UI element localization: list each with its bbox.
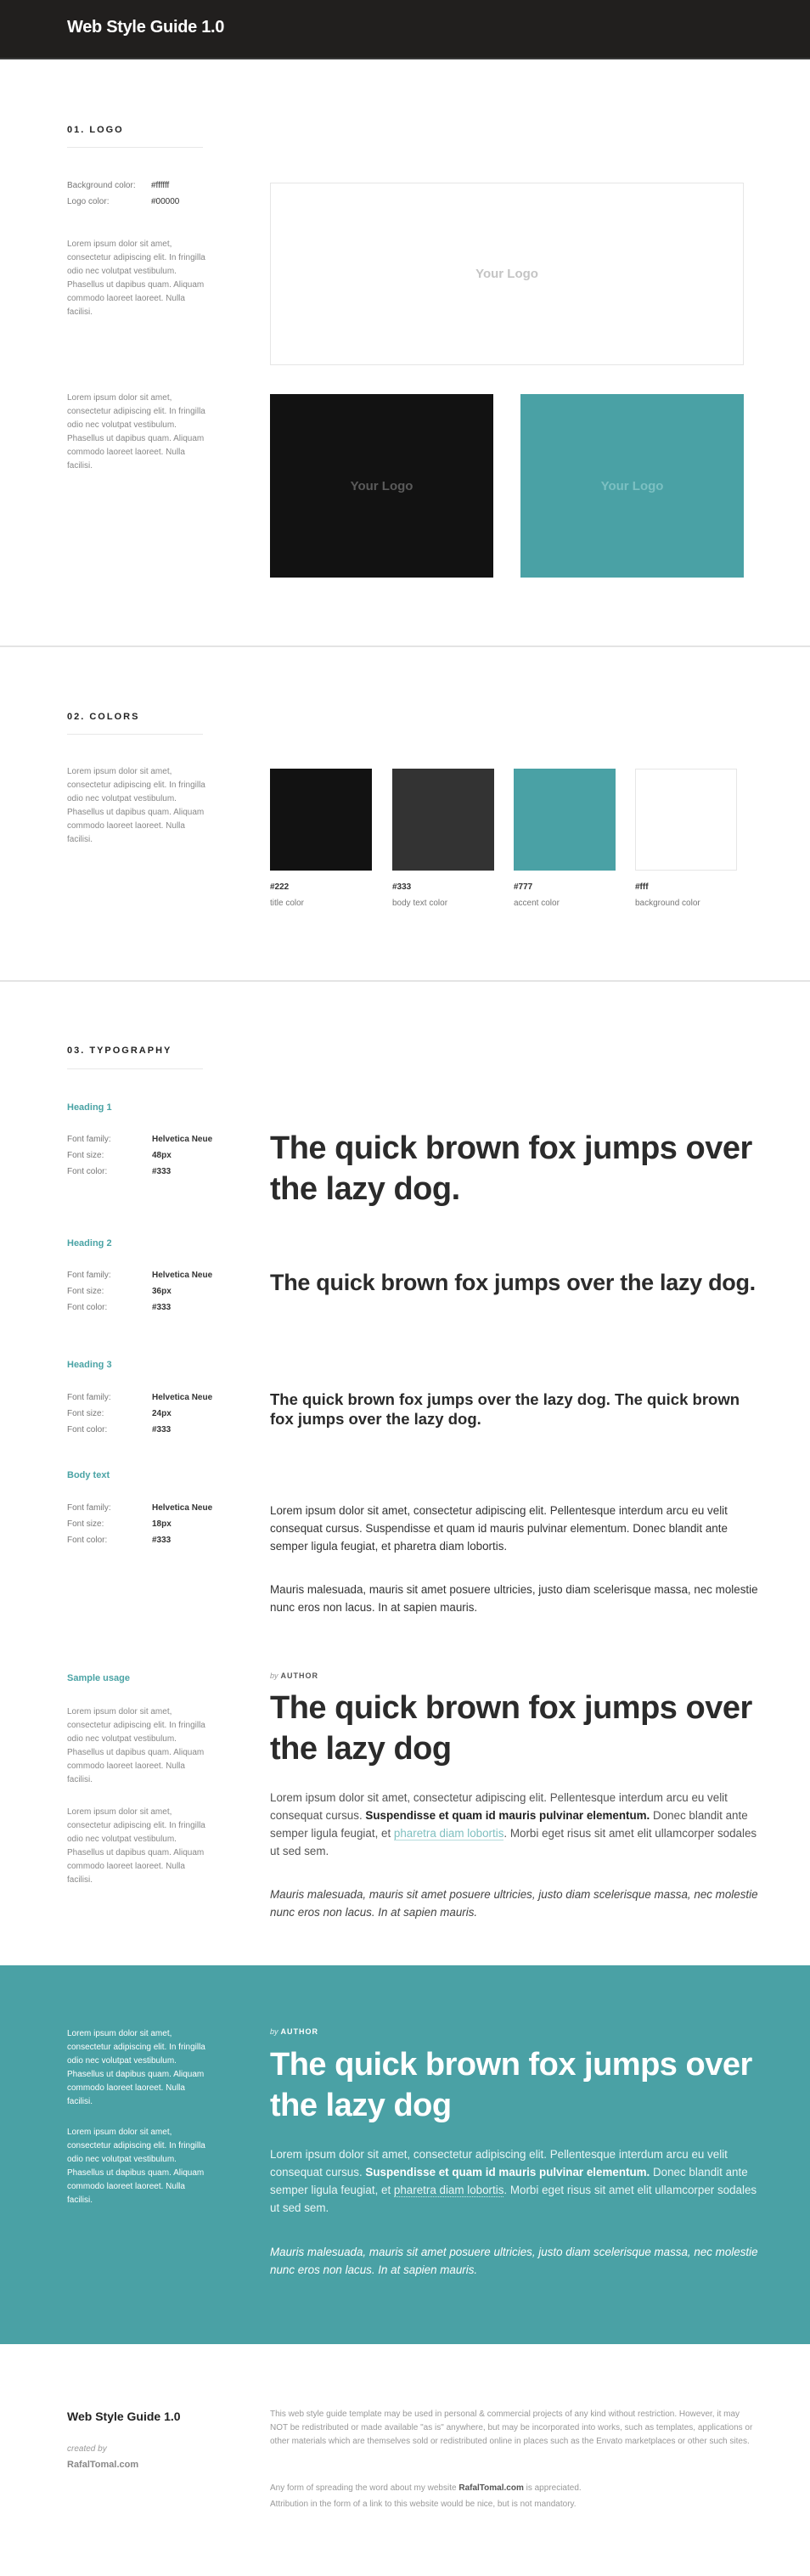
section-title-logo: 01. LOGO [67, 125, 124, 135]
sample-heading: The quick brown fox jumps over the lazy dog [270, 1690, 752, 1767]
footer-attribution: Attribution in the form of a link to this website would be nice, but is not mandatory. [270, 2500, 577, 2509]
logo-placeholder: Your Logo [350, 478, 413, 493]
meta-label: Background color: [67, 181, 136, 190]
colors-description: Lorem ipsum dolor sit amet, consectetur adipiscing elit. In fringilla odio nec volutpat vestibulum. Phasellus ut dapibus quam. Aliquam commodo laoreet laoreet. Nulla facilisi. [67, 767, 205, 844]
swatch-code: #fff [635, 882, 649, 892]
section-divider [0, 980, 810, 982]
paragraph-text: . Morbi eget risus sit amet elit ullamcorper sodales ut sed sem. [270, 2184, 757, 2214]
meta-value: #333 [152, 1425, 172, 1435]
sample-heading: The quick brown fox jumps over the lazy dog [270, 2047, 752, 2123]
accent-sample-band [0, 1965, 810, 2344]
meta-label: Font color: [67, 1536, 108, 1545]
section-rule [67, 734, 203, 735]
meta-value: Helvetica Neue [152, 1503, 213, 1513]
swatch-name: background color [635, 899, 700, 908]
meta-label: Font family: [67, 1135, 111, 1144]
meta-label: Font family: [67, 1393, 111, 1402]
swatch-name: accent color [514, 899, 560, 908]
meta-value: 48px [152, 1151, 172, 1160]
meta-value: Helvetica Neue [152, 1135, 213, 1144]
footer-title: Web Style Guide 1.0 [67, 2410, 181, 2423]
paragraph-text: Lorem ipsum dolor sit amet, consectetur adipiscing elit. Pellentesque interdum arcu eu velit consequat cursus. [270, 1791, 728, 1822]
sample-paragraph [270, 2145, 762, 2217]
meta-value: Helvetica Neue [152, 1393, 213, 1402]
paragraph-bold: Suspendisse et quam id mauris pulvinar elementum. [365, 1809, 650, 1822]
meta-value: #333 [152, 1536, 172, 1545]
meta-label: Font size: [67, 1519, 104, 1529]
byline [270, 1671, 318, 1680]
sample-usage-description: Lorem ipsum dolor sit amet, consectetur adipiscing elit. In fringilla odio nec volutpat vestibulum. Phasellus ut dapibus quam. Aliquam commodo laoreet laoreet. Nulla facilisi. [67, 2029, 205, 2106]
footer-site-mention[interactable]: RafalTomal.com [458, 2483, 524, 2493]
meta-value: 36px [152, 1287, 172, 1296]
swatch-body-text-color [392, 769, 494, 871]
paragraph-bold: Suspendisse et quam id mauris pulvinar elementum. [365, 2166, 650, 2179]
section-rule [67, 147, 203, 148]
section-title-typography: 03. TYPOGRAPHY [67, 1046, 172, 1056]
footer-spread-word [270, 2482, 754, 2495]
site-header [0, 0, 810, 59]
swatch-name: body text color [392, 899, 448, 908]
meta-label: Font family: [67, 1503, 111, 1513]
logo-preview-light [270, 183, 744, 365]
byline [270, 2027, 318, 2036]
footer-site-link[interactable]: RafalTomal.com [67, 2460, 139, 2470]
swatch-code: #222 [270, 882, 290, 892]
byline-prefix: by [270, 2027, 278, 2036]
byline-prefix: by [270, 1671, 278, 1680]
byline-author: AUTHOR [280, 1671, 319, 1680]
sample-usage-description: Lorem ipsum dolor sit amet, consectetur adipiscing elit. In fringilla odio nec volutpat vestibulum. Phasellus ut dapibus quam. Aliquam commodo laoreet laoreet. Nulla facilisi. [67, 1807, 205, 1885]
logo-placeholder: Your Logo [600, 478, 664, 493]
footer-text: is appreciated. [523, 2483, 582, 2493]
heading-2-sample: The quick brown fox jumps over the lazy dog. [270, 1270, 756, 1295]
body-text-sample: Lorem ipsum dolor sit amet, consectetur adipiscing elit. Pellentesque interdum arcu eu velit consequat cursus. Suspendisse et quam id mauris pulvinar elementum. Donec blandit ante semper ligula feugiat, et pharetra diam lobortis. [270, 1504, 728, 1553]
footer-created-by: created by [67, 2444, 107, 2454]
section-rule [67, 1068, 203, 1069]
paragraph-link[interactable]: pharetra diam lobortis [393, 1827, 504, 1840]
sample-usage-description: Lorem ipsum dolor sit amet, consectetur adipiscing elit. In fringilla odio nec volutpat vestibulum. Phasellus ut dapibus quam. Aliquam commodo laoreet laoreet. Nulla facilisi. [67, 1707, 205, 1784]
meta-label: Font color: [67, 1303, 108, 1312]
logo-placeholder: Your Logo [475, 267, 538, 281]
site-title: Web Style Guide 1.0 [67, 18, 225, 37]
meta-value: Helvetica Neue [152, 1271, 213, 1280]
paragraph-text: Donec blandit ante semper ligula feugiat, et [270, 1809, 748, 1840]
paragraph-link[interactable]: pharetra diam lobortis [393, 2184, 504, 2196]
paragraph-text: Donec blandit ante semper ligula feugiat, et [270, 2166, 748, 2196]
body-text-sample-2: Mauris malesuada, mauris sit amet posuere ultricies, justo diam scelerisque massa, nec molestie nunc eros non lacus. In at sapien mauris. [270, 1583, 758, 1614]
meta-value: 24px [152, 1409, 172, 1418]
swatch-accent-color [514, 769, 616, 871]
swatch-title-color [270, 769, 372, 871]
byline-author: AUTHOR [280, 2027, 319, 2036]
logo-description: Lorem ipsum dolor sit amet, consectetur adipiscing elit. In fringilla odio nec volutpat vestibulum. Phasellus ut dapibus quam. Aliquam commodo laoreet laoreet. Nulla facilisi. [67, 393, 205, 471]
meta-value: #00000 [151, 197, 180, 206]
heading-1-sample: The quick brown fox jumps over the lazy dog. [270, 1130, 752, 1207]
meta-value: 18px [152, 1519, 172, 1529]
meta-value: #333 [152, 1303, 172, 1312]
meta-label: Font size: [67, 1287, 104, 1296]
swatch-code: #333 [392, 882, 412, 892]
type-style-name: Heading 3 [67, 1360, 112, 1370]
sample-usage-label: Sample usage [67, 1673, 130, 1683]
meta-label: Font size: [67, 1151, 104, 1160]
sample-italic: Mauris malesuada, mauris sit amet posuere ultricies, justo diam scelerisque massa, nec molestie nunc eros non lacus. In at sapien mauris. [270, 2246, 758, 2276]
heading-3-sample: The quick brown fox jumps over the lazy dog. The quick brown fox jumps over the lazy dog. [270, 1390, 740, 1428]
meta-label: Font size: [67, 1409, 104, 1418]
paragraph-text: Lorem ipsum dolor sit amet, consectetur adipiscing elit. Pellentesque interdum arcu eu velit consequat cursus. [270, 2148, 728, 2179]
sample-italic: Mauris malesuada, mauris sit amet posuere ultricies, justo diam scelerisque massa, nec molestie nunc eros non lacus. In at sapien mauris. [270, 1888, 758, 1919]
footer-license: This web style guide template may be used in personal & commercial projects of any kind without restriction. However, it may NOT be redistributed or made available "as is" anywhere, but may be incorporated into works, such as templates, applications or other materials which are themselves sold or redistributed online in places such as the Envato marketplaces or other such sites. [270, 2410, 753, 2446]
swatch-code: #777 [514, 882, 533, 892]
paragraph-text: . Morbi eget risus sit amet elit ullamcorper sodales ut sed sem. [270, 1827, 757, 1857]
footer-text: Any form of spreading the word about my website [270, 2483, 459, 2493]
logo-preview-dark [270, 394, 493, 578]
logo-description: Lorem ipsum dolor sit amet, consectetur adipiscing elit. In fringilla odio nec volutpat vestibulum. Phasellus ut dapibus quam. Aliquam commodo laoreet laoreet. Nulla facilisi. [67, 240, 205, 317]
logo-preview-accent [520, 394, 744, 578]
swatch-background-color [635, 769, 737, 871]
section-divider [0, 645, 810, 647]
type-style-name: Heading 2 [67, 1238, 112, 1249]
meta-value: #ffffff [151, 181, 170, 190]
meta-label: Logo color: [67, 197, 110, 206]
section-title-colors: 02. COLORS [67, 712, 140, 722]
swatch-name: title color [270, 899, 305, 908]
meta-label: Font family: [67, 1271, 111, 1280]
sample-paragraph [270, 1789, 762, 1860]
type-style-name: Heading 1 [67, 1102, 112, 1113]
meta-label: Font color: [67, 1167, 108, 1176]
sample-usage-description: Lorem ipsum dolor sit amet, consectetur adipiscing elit. In fringilla odio nec volutpat vestibulum. Phasellus ut dapibus quam. Aliquam commodo laoreet laoreet. Nulla facilisi. [67, 2128, 205, 2205]
meta-label: Font color: [67, 1425, 108, 1435]
meta-value: #333 [152, 1167, 172, 1176]
type-style-name: Body text [67, 1470, 110, 1480]
